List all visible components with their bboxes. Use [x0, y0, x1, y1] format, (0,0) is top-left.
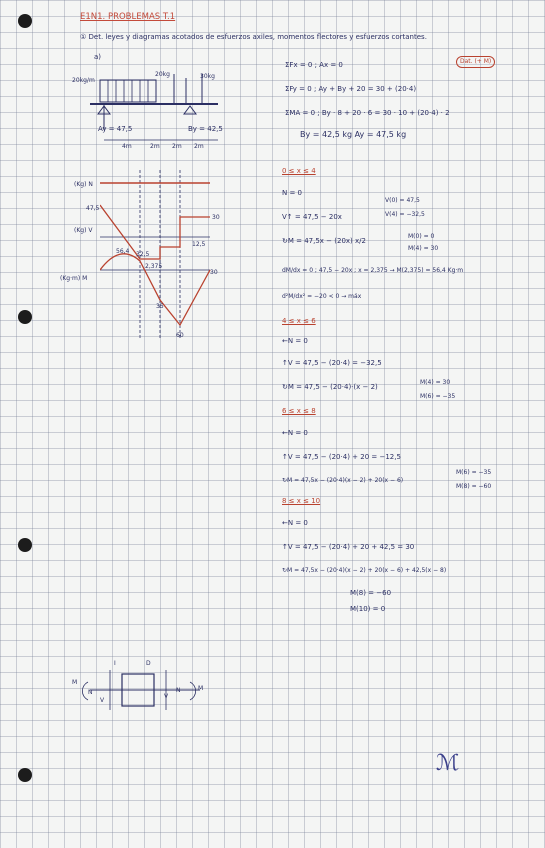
span-3: 2m [172, 143, 182, 150]
section-range: 6 ≤ x ≤ 8 [282, 407, 316, 415]
signature: ℳ [436, 751, 460, 776]
convention-label: N [176, 687, 181, 694]
shear-value-label: 30 [212, 214, 220, 221]
moment-value-label: 2,375 [145, 263, 163, 270]
section-range: 4 ≤ x ≤ 6 [282, 317, 316, 325]
section-value: M(6) = −35 [456, 469, 492, 476]
convention-label: N [88, 689, 93, 696]
distributed-load-arrows [108, 80, 148, 102]
section-axial: ←N = 0 [282, 519, 308, 527]
section-value: M(10) = 0 [350, 605, 386, 613]
equation-sum-fx: ΣFx = 0 ; Ax = 0 [285, 61, 343, 69]
section-derivative: dM/dx = 0 ; 47,5 − 20x ; x = 2,375 → M(2,375) = 56,4 Kg·m [282, 267, 464, 274]
section-axial: ←N = 0 [282, 429, 308, 437]
section-value: M(4) = 30 [420, 379, 451, 386]
section-moment: ↻M = 47,5x − (20x) x/2 [282, 237, 366, 245]
equation-sum-moment: ΣMA = 0 ; By · 8 + 20 · 6 = 30 · 10 + (20·4) · 2 [285, 109, 450, 117]
section-moment: ↻M = 47,5 − (20·4)·(x − 2) [282, 383, 378, 391]
span-4: 2m [194, 143, 204, 150]
convention-label: V [100, 697, 105, 704]
sign-note: Dat. (+ M) [456, 56, 495, 68]
section-value: V(4) = −32,5 [385, 211, 425, 218]
section-shear: ↑V = 47,5 − (20·4) + 20 = −12,5 [282, 453, 401, 461]
section-value: V(0) = 47,5 [385, 197, 420, 204]
equation-sum-fy: ΣFy = 0 ; Ay + By + 20 = 30 + (20·4) [285, 85, 417, 93]
load-p1-label: 20kg [155, 71, 170, 78]
section-axial: N = 0 [282, 189, 303, 197]
page-title: E1N1. PROBLEMAS T.1 [80, 12, 176, 22]
convention-right-moment [190, 682, 196, 700]
section-value: M(4) = 30 [408, 245, 439, 252]
convention-label: M [198, 685, 204, 692]
reaction-a-label: Ay = 47,5 [98, 125, 133, 133]
shear-value-label: 32,5 [136, 251, 150, 258]
problem-statement: ① Det. leyes y diagramas acotados de esfuerzos axiles, momentos flectores y esfuerzos cortantes. [80, 33, 427, 41]
section-value: M(6) = −35 [420, 393, 456, 400]
binder-hole [18, 14, 32, 28]
convention-label: M [72, 679, 78, 686]
section-value: M(0) = 0 [408, 233, 435, 240]
part-label: a) [94, 53, 102, 61]
shear-axis-label: (Kg) V [74, 227, 93, 234]
load-p2-label: 30kg [200, 73, 215, 80]
load-distributed-label: 20kg/m [72, 77, 95, 84]
section-range: 0 ≤ x ≤ 4 [282, 167, 316, 175]
section-range: 8 ≤ x ≤ 10 [282, 497, 321, 505]
convention-label: I [114, 660, 116, 667]
reactions-result: By = 42,5 kg Ay = 47,5 kg [300, 130, 407, 139]
section-axial: ←N = 0 [282, 337, 308, 345]
binder-hole [18, 768, 32, 782]
moment-axis-label: (Kg·m) M [60, 275, 88, 282]
span-1: 4m [122, 143, 132, 150]
section-moment: ↻M = 47,5x − (20·4)(x − 2) + 20(x − 6) [282, 477, 404, 484]
section-shear: V↑ = 47,5 − 20x [282, 213, 342, 221]
section-moment: ↻M = 47,5x − (20·4)(x − 2) + 20(x − 6) + 42,5(x − 8) [282, 567, 447, 574]
axial-axis-label: (Kg) N [74, 181, 93, 188]
section-second-derivative: d²M/dx² = −20 < 0 → máx [282, 293, 362, 300]
section-value: M(8) = −60 [350, 589, 392, 597]
moment-value-label: 56,4 [116, 248, 130, 255]
reaction-b-label: By = 42,5 [188, 125, 223, 133]
section-shear: ↑V = 47,5 − (20·4) = −32,5 [282, 359, 382, 367]
moment-value-label: 30 [210, 269, 218, 276]
section-value: M(8) = −60 [456, 483, 492, 490]
section-shear: ↑V = 47,5 − (20·4) + 20 + 42,5 = 30 [282, 543, 415, 551]
convention-label: V [164, 693, 169, 700]
shear-value-label: 47,5 [86, 205, 100, 212]
support-b [184, 106, 196, 114]
moment-value-label: 35 [156, 303, 164, 310]
moment-value-label: 60 [176, 332, 184, 339]
convention-label: D [146, 660, 151, 667]
binder-hole [18, 538, 32, 552]
span-2: 2m [150, 143, 160, 150]
binder-hole [18, 310, 32, 324]
shear-value-label: 12,5 [192, 241, 206, 248]
